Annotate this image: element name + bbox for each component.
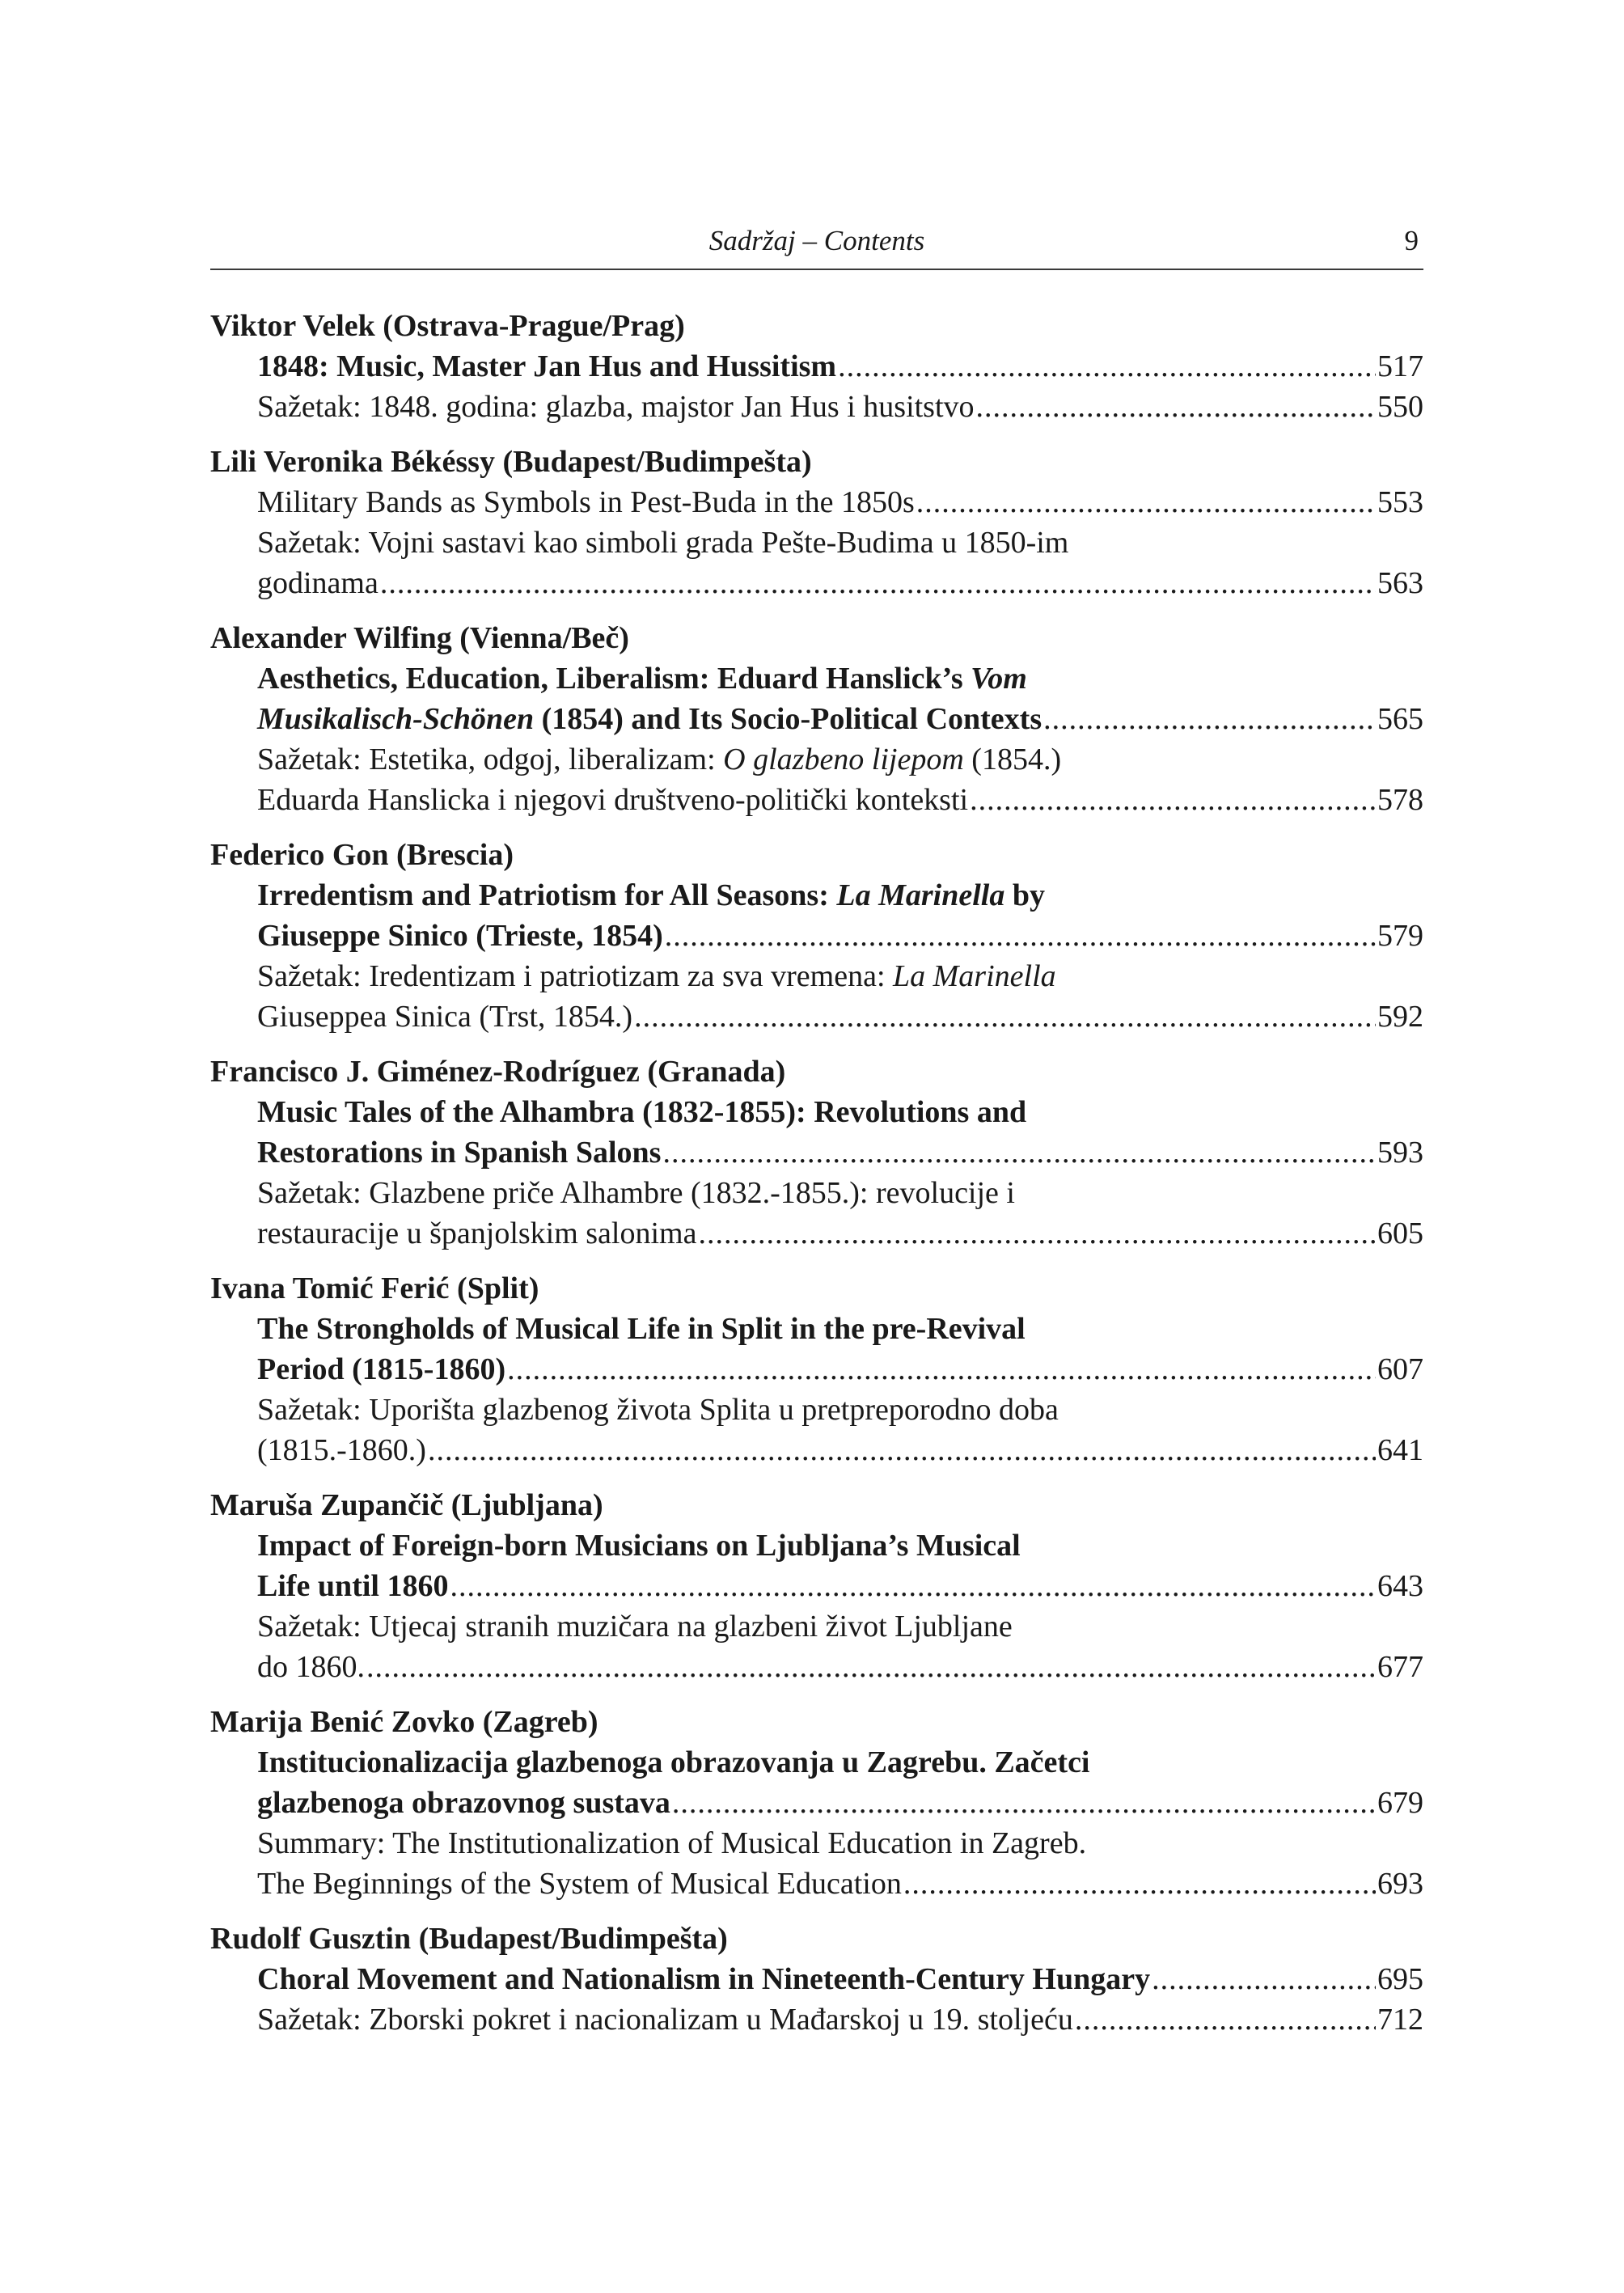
toc-entry <box>210 1485 1423 1687</box>
dot-leader <box>1152 1959 1376 1999</box>
entry-summary-line[interactable] <box>210 1213 1423 1254</box>
entry-title-italic: Musikalisch-Schönen <box>257 702 535 736</box>
entry-summary-line[interactable] <box>210 780 1423 820</box>
dot-leader <box>662 1132 1376 1173</box>
entry-summary: do 1860. <box>257 1650 365 1684</box>
entry-summary-line <box>210 956 1423 996</box>
entry-title-line[interactable] <box>210 482 1423 522</box>
entry-title-part: Irredentism and Patriotism for All Seasons: <box>257 878 837 912</box>
entry-summary-line[interactable] <box>210 996 1423 1037</box>
entry-summary-line[interactable] <box>210 563 1423 603</box>
dot-leader <box>1043 699 1376 739</box>
dot-leader <box>916 482 1376 522</box>
entry-summary-line[interactable] <box>210 1647 1423 1687</box>
entry-title-line[interactable] <box>210 1349 1423 1390</box>
toc-entry <box>210 306 1423 427</box>
toc-entry <box>210 1268 1423 1470</box>
entry-summary-page: 641 <box>1377 1433 1423 1467</box>
entry-summary-part: Sažetak: Iredentizam i patriotizam za sva vremena: <box>257 959 894 993</box>
entry-summary-page: 712 <box>1377 2003 1423 2037</box>
entry-title: Choral Movement and Nationalism in Nineteenth-Century Hungary <box>257 1962 1151 1996</box>
entry-title: The Strongholds of Musical Life in Split in the pre-Revival <box>257 1312 1026 1346</box>
page-header <box>210 218 1423 270</box>
entry-summary-line[interactable] <box>210 387 1423 427</box>
entry-summary: Eduarda Hanslicka i njegovi društveno-politički konteksti <box>257 783 969 817</box>
entry-summary: Summary: The Institutionalization of Musical Education in Zagreb. <box>257 1826 1087 1860</box>
entry-title-line[interactable] <box>210 1132 1423 1173</box>
entry-title-line <box>210 1092 1423 1132</box>
dot-leader <box>428 1430 1376 1470</box>
entry-author: Alexander Wilfing (Vienna/Beč) <box>210 621 629 655</box>
entry-summary: Sažetak: Uporišta glazbenog života Splita u pretpreporodno doba <box>257 1393 1059 1427</box>
dot-leader <box>672 1783 1376 1823</box>
entry-summary-italic: O glazbeno lijepom <box>723 742 964 776</box>
entry-summary-page: 605 <box>1377 1216 1423 1250</box>
entry-title-line[interactable] <box>210 699 1423 739</box>
entry-title: Period (1815-1860) <box>257 1352 506 1386</box>
toc-entry <box>210 1702 1423 1904</box>
entry-summary: Sažetak: Vojni sastavi kao simboli grada Pešte-Budima u 1850-im <box>257 526 1069 560</box>
entry-title-page: 517 <box>1377 349 1423 383</box>
dot-leader <box>1075 1999 1376 2040</box>
entry-title-line[interactable] <box>210 346 1423 387</box>
toc-entry <box>210 835 1423 1037</box>
dot-leader <box>976 387 1376 427</box>
dot-leader <box>665 916 1376 956</box>
entry-title-italic: La Marinella <box>836 878 1005 912</box>
dot-leader <box>838 346 1376 387</box>
entry-title: Institucionalizacija glazbenoga obrazovanja u Zagrebu. Začetci <box>257 1745 1090 1779</box>
page-number: 9 <box>1404 225 1419 256</box>
toc-entry <box>210 442 1423 603</box>
entry-summary-line <box>210 1390 1423 1430</box>
entry-title-page: 593 <box>1377 1136 1423 1170</box>
entry-summary-page: 578 <box>1377 783 1423 817</box>
entry-summary-page: 550 <box>1377 390 1423 424</box>
entry-title-line[interactable] <box>210 1959 1423 1999</box>
entry-title <box>257 658 1027 699</box>
entry-summary-line <box>210 1173 1423 1213</box>
entry-summary: Sažetak: Zborski pokret i nacionalizam u Mađarskoj u 19. stoljeću <box>257 2003 1073 2037</box>
entry-summary-line <box>210 1606 1423 1647</box>
entry-summary-page: 693 <box>1377 1867 1423 1901</box>
entry-summary-line <box>210 739 1423 780</box>
entry-author: Rudolf Gusztin (Budapest/Budimpešta) <box>210 1922 728 1956</box>
entry-title: Music Tales of the Alhambra (1832-1855): Revolutions and <box>257 1095 1027 1129</box>
entry-title-line <box>210 875 1423 916</box>
entry-author: Marija Benić Zovko (Zagreb) <box>210 1705 598 1739</box>
dot-leader <box>450 1566 1376 1606</box>
entry-summary: Sažetak: Glazbene priče Alhambre (1832.-1855.): revolucije i <box>257 1176 1015 1210</box>
entry-author: Viktor Velek (Ostrava-Prague/Prag) <box>210 309 685 343</box>
entry-title-page: 553 <box>1377 485 1423 519</box>
entry-author: Maruša Zupančič (Ljubljana) <box>210 1488 603 1522</box>
entry-title-part: (1854) and Its Socio-Political Contexts <box>534 702 1042 736</box>
entry-author: Ivana Tomić Ferić (Split) <box>210 1271 539 1305</box>
table-of-contents <box>210 306 1423 2054</box>
entry-summary: restauracije u španjolskim salonima <box>257 1216 697 1250</box>
entry-title-line <box>210 658 1423 699</box>
entry-title-line[interactable] <box>210 916 1423 956</box>
running-title: Sadržaj – Contents <box>708 225 925 256</box>
dot-leader <box>970 780 1376 820</box>
entry-title-part: Aesthetics, Education, Liberalism: Eduard Hanslick’s <box>257 662 971 696</box>
entry-title <box>257 699 1042 739</box>
entry-title-line <box>210 1742 1423 1783</box>
entry-summary-line <box>210 1823 1423 1864</box>
dot-leader <box>366 1647 1376 1687</box>
dot-leader <box>698 1213 1376 1254</box>
entry-title: Giuseppe Sinico (Trieste, 1854) <box>257 919 663 953</box>
entry-title-page: 579 <box>1377 919 1423 953</box>
entry-summary-page: 592 <box>1377 1000 1423 1034</box>
entry-title: Restorations in Spanish Salons <box>257 1136 662 1170</box>
entry-author: Lili Veronika Békéssy (Budapest/Budimpešta) <box>210 445 812 479</box>
entry-title: Life until 1860 <box>257 1569 449 1603</box>
entry-title-page: 607 <box>1377 1352 1423 1386</box>
dot-leader <box>507 1349 1376 1390</box>
entry-title-line[interactable] <box>210 1783 1423 1823</box>
entry-summary: godinama <box>257 566 379 600</box>
entry-author: Federico Gon (Brescia) <box>210 838 514 872</box>
entry-title-page: 695 <box>1377 1962 1423 1996</box>
entry-title-line <box>210 1525 1423 1566</box>
entry-summary-italic: La Marinella <box>893 959 1056 993</box>
entry-summary-line[interactable] <box>210 1999 1423 2040</box>
entry-summary-part: Sažetak: Estetika, odgoj, liberalizam: <box>257 742 724 776</box>
entry-summary-page: 677 <box>1377 1650 1423 1684</box>
entry-summary-line[interactable] <box>210 1430 1423 1470</box>
entry-summary-page: 563 <box>1377 566 1423 600</box>
entry-title: Impact of Foreign-born Musicians on Ljubljana’s Musical <box>257 1529 1021 1563</box>
entry-summary-part: (1854.) <box>963 742 1062 776</box>
entry-summary-line <box>210 522 1423 563</box>
entry-summary: Giuseppea Sinica (Trst, 1854.) <box>257 1000 633 1034</box>
entry-title: Military Bands as Symbols in Pest-Buda in the 1850s <box>257 485 915 519</box>
entry-summary: (1815.-1860.) <box>257 1433 426 1467</box>
entry-title-page: 565 <box>1377 702 1423 736</box>
entry-title-page: 679 <box>1377 1786 1423 1820</box>
entry-title-page: 643 <box>1377 1569 1423 1603</box>
toc-entry <box>210 618 1423 820</box>
toc-entry <box>210 1051 1423 1254</box>
entry-summary <box>257 739 1061 780</box>
entry-summary-line[interactable] <box>210 1864 1423 1904</box>
entry-author: Francisco J. Giménez-Rodríguez (Granada) <box>210 1055 786 1089</box>
toc-entry <box>210 1919 1423 2040</box>
entry-title-italic: Vom <box>971 662 1027 696</box>
entry-summary: The Beginnings of the System of Musical Education <box>257 1867 902 1901</box>
entry-summary <box>257 956 1056 996</box>
dot-leader <box>903 1864 1376 1904</box>
entry-title-line <box>210 1309 1423 1349</box>
dot-leader <box>380 563 1376 603</box>
entry-title-line[interactable] <box>210 1566 1423 1606</box>
entry-title: 1848: Music, Master Jan Hus and Hussitism <box>257 349 837 383</box>
entry-summary: Sažetak: 1848. godina: glazba, majstor Jan Hus i husitstvo <box>257 390 975 424</box>
dot-leader <box>634 996 1376 1037</box>
entry-title-part: by <box>1004 878 1045 912</box>
entry-title <box>257 875 1045 916</box>
entry-title: glazbenoga obrazovnog sustava <box>257 1786 670 1820</box>
entry-summary: Sažetak: Utjecaj stranih muzičara na glazbeni život Ljubljane <box>257 1610 1013 1644</box>
